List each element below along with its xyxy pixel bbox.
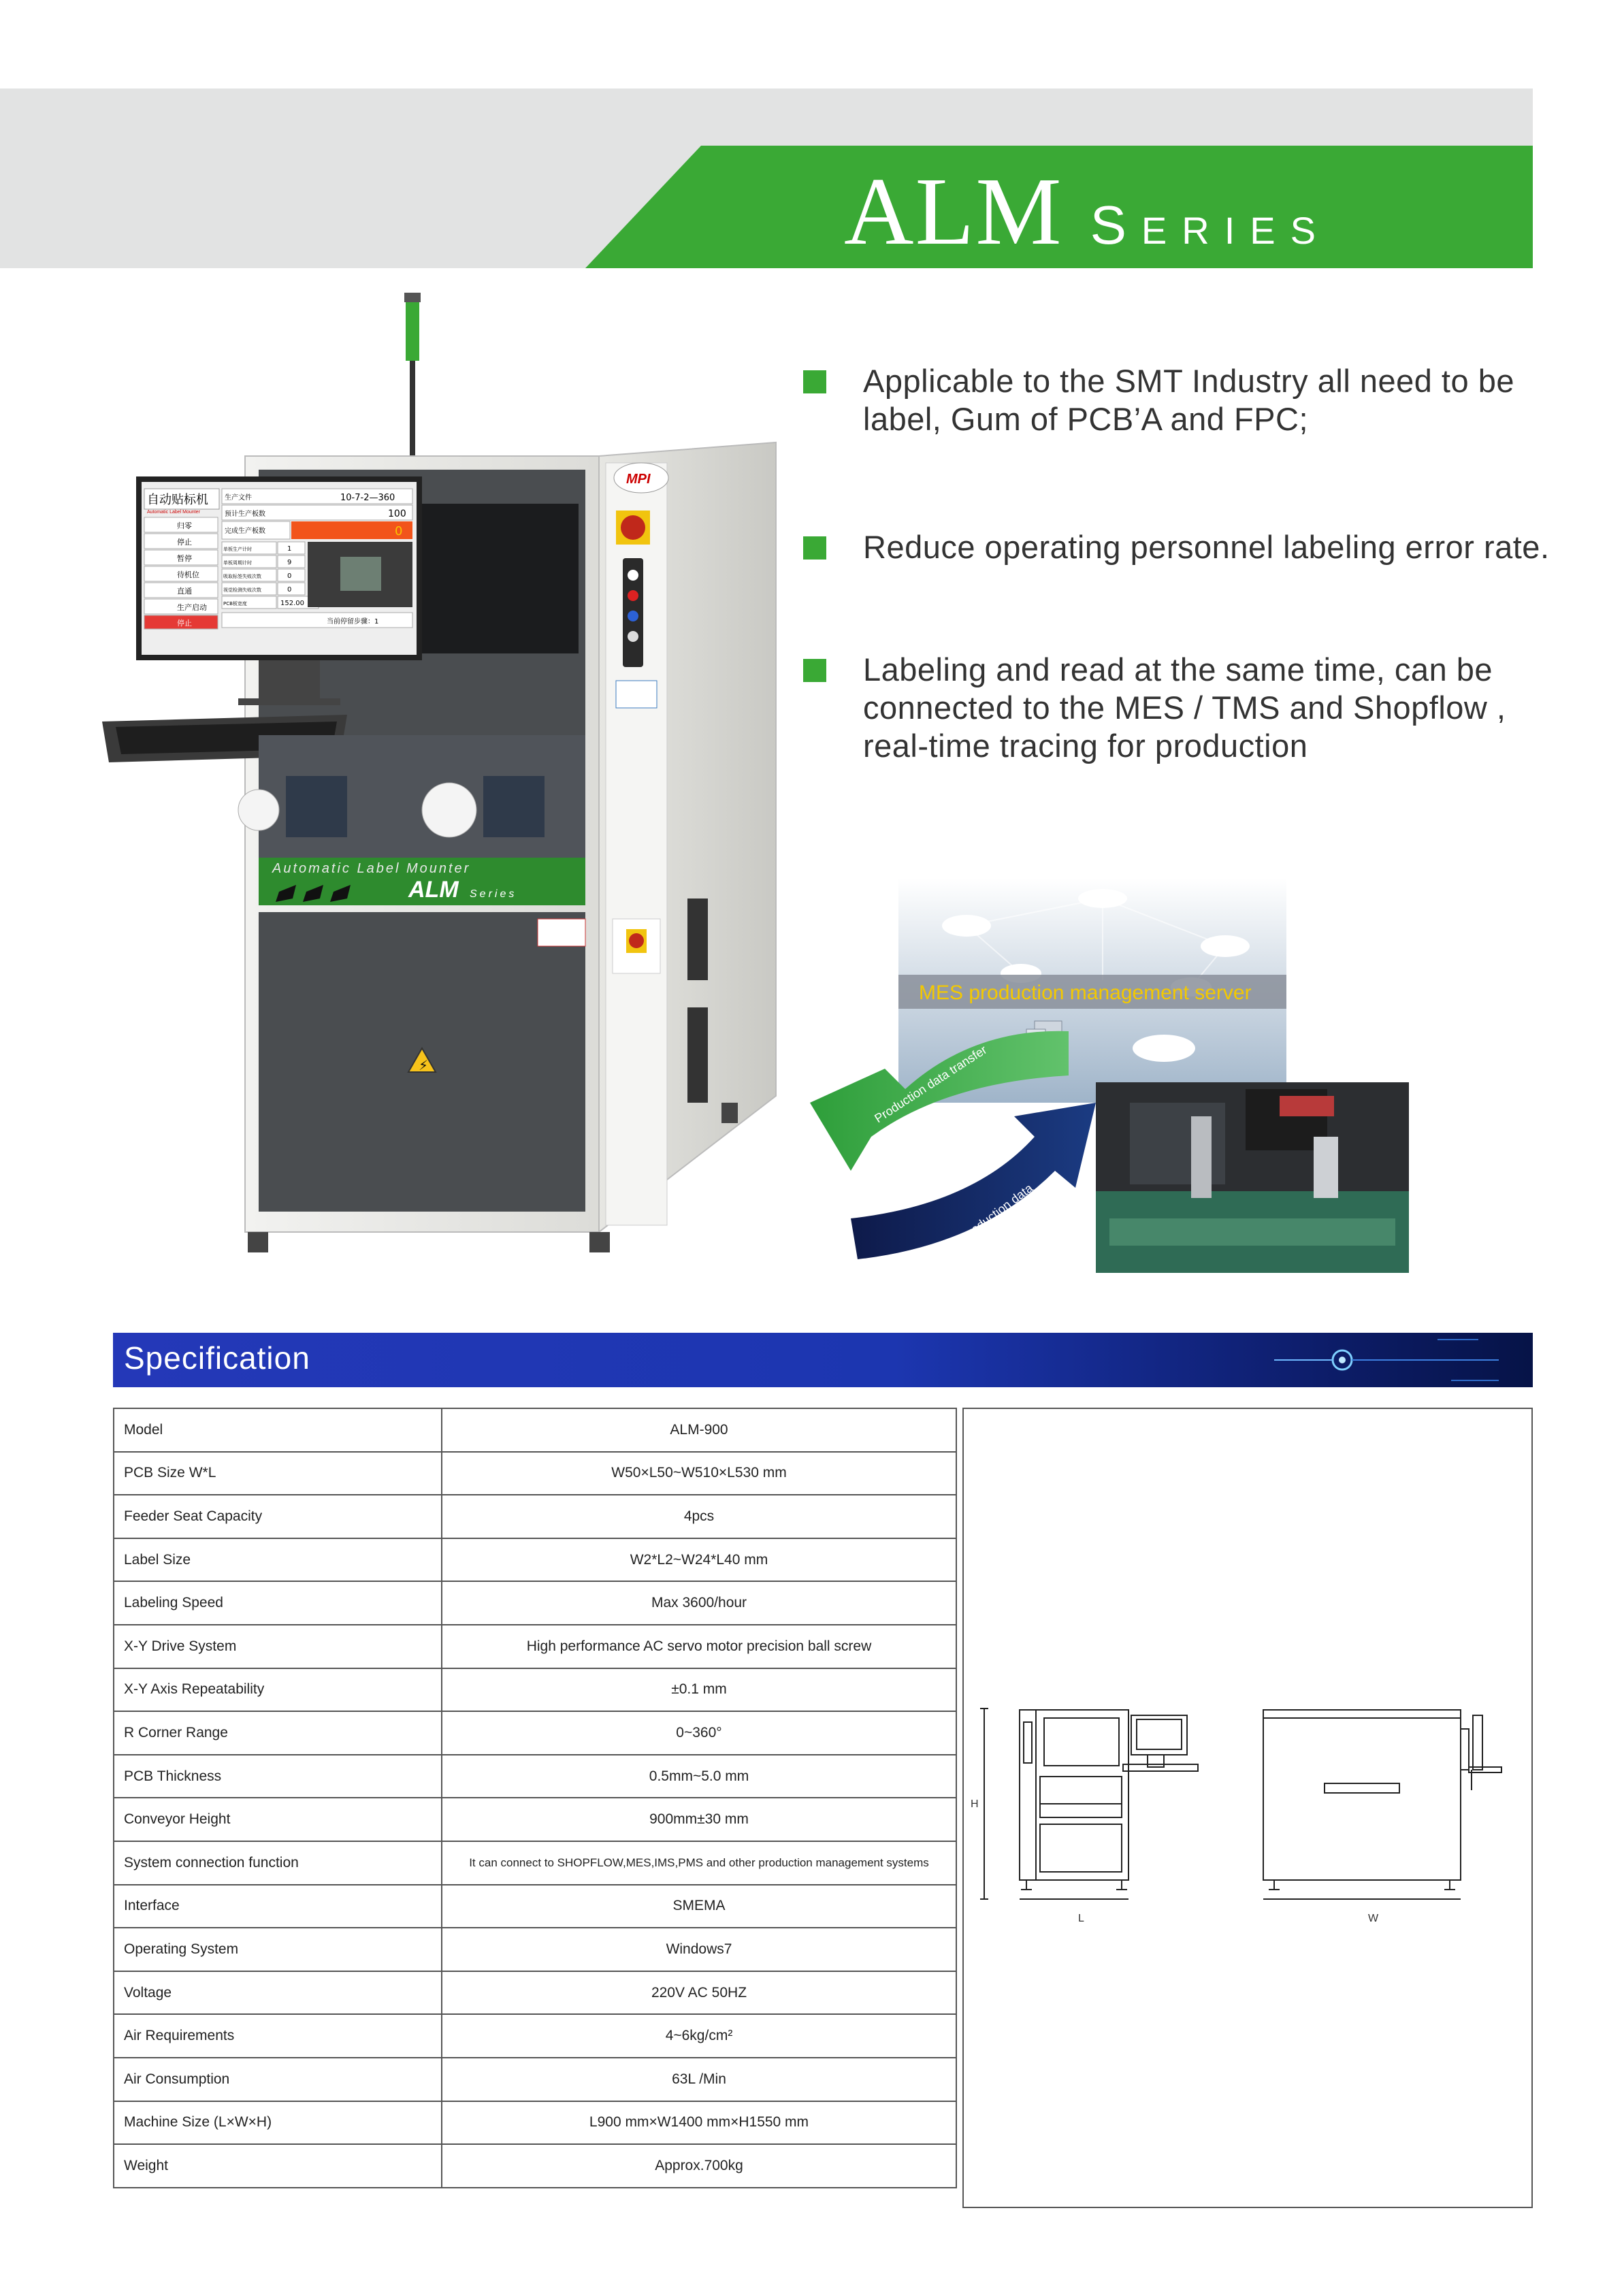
spec-key: Voltage (114, 1971, 442, 2015)
header-top-band (0, 88, 1533, 146)
spec-key: PCB Thickness (114, 1755, 442, 1798)
spec-value: 220V AC 50HZ (442, 1971, 956, 2015)
server-label: MES production management server (919, 982, 1252, 1004)
screen-stat-value: 0 (287, 586, 292, 594)
spec-value: L900 mm×W1400 mm×H1550 mm (442, 2101, 956, 2145)
spec-value: ALM-900 (442, 1408, 956, 1452)
spec-key: System connection function (114, 1841, 442, 1885)
spec-row (114, 1841, 956, 1885)
spec-value: 4pcs (442, 1495, 956, 1538)
spec-value: Windows7 (442, 1928, 956, 1971)
bullet-square-icon (803, 370, 826, 393)
feature-bullet-1 (803, 362, 1514, 438)
screen-button-6: 停止 (177, 619, 192, 628)
spec-value: 4~6kg/cm² (442, 2014, 956, 2058)
spec-value: 63L /Min (442, 2058, 956, 2101)
spec-key: Label Size (114, 1538, 442, 1582)
spec-key: Operating System (114, 1928, 442, 1971)
spec-row (114, 2058, 956, 2101)
spec-value: Max 3600/hour (442, 1581, 956, 1625)
spec-value: Approx.700kg (442, 2144, 956, 2188)
screen-button-4: 直通 (177, 587, 192, 596)
screen-row-label: 生产文件 (225, 494, 252, 502)
spec-value: It can connect to SHOPFLOW,MES,IMS,PMS and other production management systems (442, 1841, 956, 1885)
spec-row (114, 1408, 956, 1452)
spec-key: Machine Size (L×W×H) (114, 2101, 442, 2145)
panel-model: ALM (408, 877, 459, 903)
screen-row-label: 预计生产板数 (225, 511, 265, 518)
spec-value: W2*L2~W24*L40 mm (442, 1538, 956, 1582)
screen-stat-label: 单板生产计时 (223, 547, 252, 552)
screen-stat-label: 单板周期计时 (223, 560, 252, 566)
screen-button-2: 暂停 (177, 554, 192, 563)
brand-badge: MPI (626, 472, 651, 487)
screen-stat-label: PCB板宽度 (223, 601, 247, 606)
spec-key: R Corner Range (114, 1711, 442, 1755)
spec-key: Conveyor Height (114, 1798, 442, 1841)
screen-footer: 当前停留步骤：1 (327, 618, 379, 626)
series-title-main: ALM (844, 157, 1063, 265)
series-title (844, 155, 1331, 265)
spec-key: Labeling Speed (114, 1581, 442, 1625)
screen-stat-label: 吸取标签失败次数 (223, 574, 261, 579)
spec-row (114, 1452, 956, 1495)
spec-key: Air Consumption (114, 2058, 442, 2101)
spec-value: High performance AC servo motor precision ball screw (442, 1625, 956, 1668)
spec-value: 0~360° (442, 1711, 956, 1755)
spec-key: Weight (114, 2144, 442, 2188)
spec-value: ±0.1 mm (442, 1668, 956, 1712)
screen-stat-value: 0 (287, 572, 292, 580)
spec-row (114, 1971, 956, 2015)
panel-label: Automatic Label Mounter (272, 861, 471, 876)
screen-row-value: 0 (395, 524, 403, 538)
screen-row-value: 10-7-2—360 (340, 493, 395, 503)
spec-row (114, 1668, 956, 1712)
front-view-drawing (979, 1702, 1210, 1906)
dimension-drawings (962, 1408, 1533, 2208)
spec-key: X-Y Drive System (114, 1625, 442, 1668)
specification-heading: Specification (124, 1340, 310, 1376)
spec-key: Air Requirements (114, 2014, 442, 2058)
spec-row (114, 1625, 956, 1668)
banner-glow-icon (1274, 1333, 1506, 1387)
feature-bullet-3 (803, 651, 1506, 765)
height-label: H (971, 1798, 979, 1810)
spec-row (114, 1798, 956, 1841)
length-label: L (1078, 1913, 1084, 1924)
arrow-label-upload: Upload production data (926, 1181, 1036, 1269)
screen-button-0: 归零 (177, 521, 192, 530)
specification-table (113, 1408, 957, 2188)
screen-row-value: 100 (388, 508, 406, 519)
spec-row (114, 1538, 956, 1582)
spec-key: X-Y Axis Repeatability (114, 1668, 442, 1712)
series-title-sub: Series (1090, 195, 1331, 255)
screen-subtitle: Automatic Label Mounter (147, 510, 200, 515)
spec-row (114, 1755, 956, 1798)
feature-bullet-2 (803, 528, 1550, 566)
spec-row (114, 1495, 956, 1538)
spec-row (114, 2101, 956, 2145)
width-label: W (1368, 1913, 1379, 1924)
spec-key: Model (114, 1408, 442, 1452)
feature-text-3: Labeling and read at the same time, can be connected to the MES / TMS and Shopflow , real-time tracing for production (863, 651, 1506, 764)
panel-series: Series (470, 888, 517, 900)
spec-key: Interface (114, 1885, 442, 1928)
spec-row (114, 1885, 956, 1928)
bullet-square-icon (803, 659, 826, 682)
bullet-square-icon (803, 536, 826, 560)
mes-network-illustration (810, 878, 1409, 1286)
spec-row (114, 1711, 956, 1755)
screen-row-label: 完成生产板数 (225, 528, 265, 535)
machine-illustration (102, 286, 783, 1293)
spec-key: PCB Size W*L (114, 1452, 442, 1495)
spec-value: SMEMA (442, 1885, 956, 1928)
signal-tower-light (406, 299, 419, 361)
feature-text-1: Applicable to the SMT Industry all need to be label, Gum of PCB’A and FPC; (863, 363, 1514, 437)
spec-value: 900mm±30 mm (442, 1798, 956, 1841)
screen-title: 自动贴标机 (147, 493, 208, 507)
spec-row (114, 1928, 956, 1971)
feature-text-2: Reduce operating personnel labeling error rate. (863, 529, 1550, 565)
spec-value: W50×L50~W510×L530 mm (442, 1452, 956, 1495)
screen-stat-value: 1 (287, 545, 292, 553)
screen-button-1: 停止 (177, 538, 192, 547)
warning-icon: ⚡ (419, 1057, 429, 1073)
spec-value: 0.5mm~5.0 mm (442, 1755, 956, 1798)
arrow-label-transfer: Production data transfer (872, 1042, 990, 1126)
screen-button-3: 待机位 (177, 570, 199, 579)
screen-stat-label: 视觉检测失败次数 (223, 587, 261, 593)
spec-row (114, 1581, 956, 1625)
specification-banner (113, 1333, 1533, 1387)
spec-key: Feeder Seat Capacity (114, 1495, 442, 1538)
side-view-drawing (1256, 1702, 1515, 1906)
screen-button-5: 生产启动 (177, 603, 207, 612)
spec-row (114, 2144, 956, 2188)
screen-stat-value: 9 (287, 559, 292, 566)
screen-stat-value: 152.00 (280, 600, 304, 607)
spec-row (114, 2014, 956, 2058)
